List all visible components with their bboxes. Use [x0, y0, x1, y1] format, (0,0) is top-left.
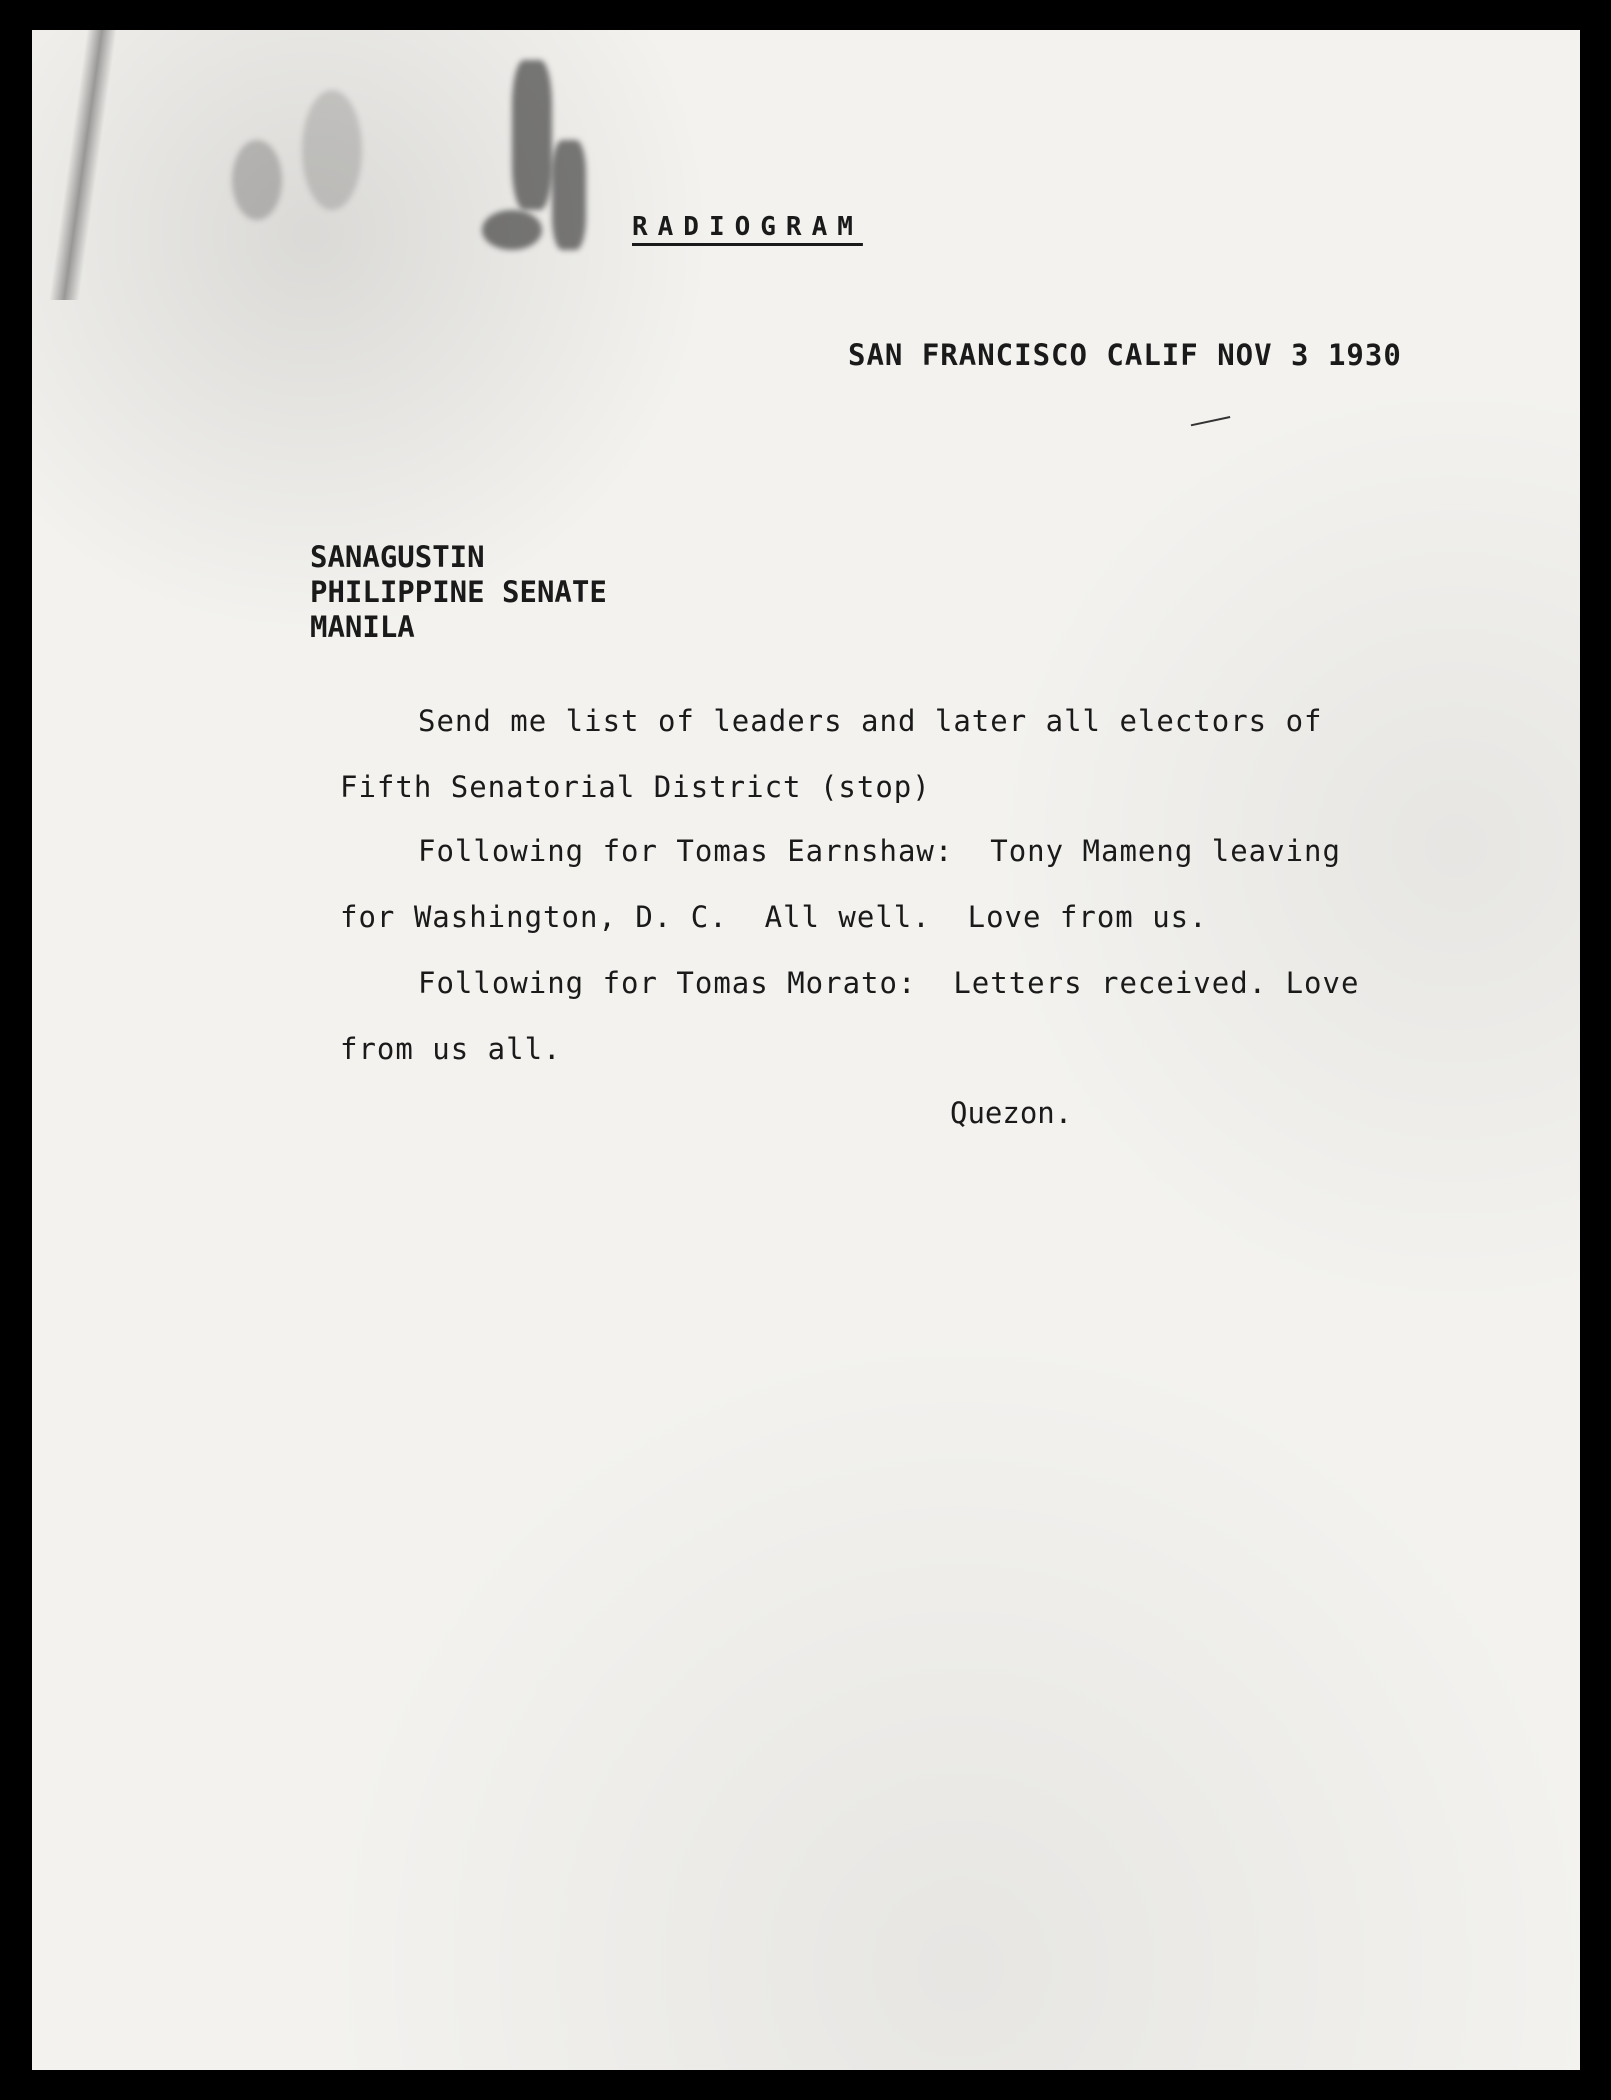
body-line-5: Following for Tomas Morato: Letters received. Love [418, 966, 1360, 1000]
ink-smudge [482, 210, 542, 250]
pencil-mark [1191, 416, 1233, 440]
paper-crease [49, 30, 117, 300]
body-line-4: for Washington, D. C. All well. Love from us. [340, 900, 1208, 934]
body-line-2: Fifth Senatorial District (stop) [340, 770, 931, 804]
signature: Quezon. [950, 1096, 1073, 1130]
address-line-2: PHILIPPINE SENATE [310, 575, 607, 609]
body-line-6: from us all. [340, 1032, 562, 1066]
ink-smudge [302, 90, 362, 210]
document-heading: RADIOGRAM [632, 212, 863, 242]
dateline: SAN FRANCISCO CALIF NOV 3 1930 [848, 338, 1402, 372]
ink-smudge [512, 60, 552, 210]
address-line-1: SANAGUSTIN [310, 540, 485, 574]
document-page [32, 30, 1580, 2070]
body-line-3: Following for Tomas Earnshaw: Tony Mameng leaving [418, 834, 1341, 868]
ink-smudge [232, 140, 282, 220]
address-line-3: MANILA [310, 610, 415, 644]
body-line-1: Send me list of leaders and later all electors of [418, 704, 1323, 738]
ink-smudge [552, 140, 586, 250]
